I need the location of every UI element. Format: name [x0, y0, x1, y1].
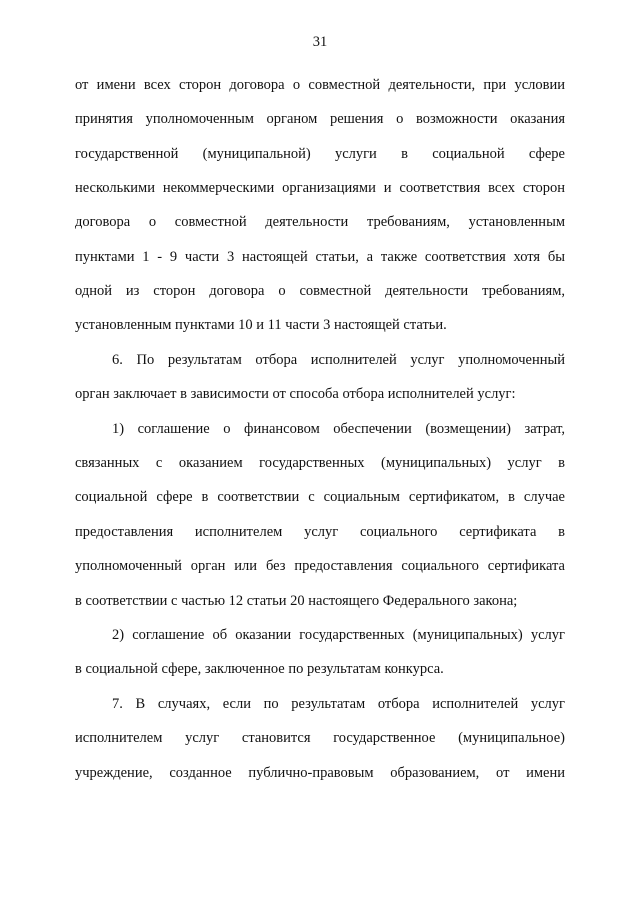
text-line: орган заключает в зависимости от способа отбора исполнителей услуг: — [75, 386, 516, 402]
page-number: 31 — [312, 34, 328, 50]
text-line: договора о совместной деятельности требованиям, установленным — [75, 214, 565, 230]
text-line: 7. В случаях, если по результатам отбора исполнителей услуг — [112, 696, 565, 712]
text-line: государственной (муниципальной) услуги в социальной сфере — [75, 146, 565, 162]
text-line: установленным пунктами 10 и 11 части 3 настоящей статьи. — [75, 317, 447, 333]
text-line: в соответствии с частью 12 статьи 20 настоящего Федерального закона; — [75, 593, 518, 609]
text-line: 2) соглашение об оказании государственных (муниципальных) услуг — [112, 627, 565, 643]
text-line: одной из сторон договора о совместной деятельности требованиям, — [75, 283, 565, 299]
text-line: пунктами 1 - 9 части 3 настоящей статьи, а также соответствия хотя бы — [75, 249, 565, 265]
text-line: уполномоченный орган или без предоставления социального сертификата — [75, 558, 565, 574]
text-line: от имени всех сторон договора о совместной деятельности, при условии — [75, 77, 565, 93]
text-line: связанных с оказанием государственных (муниципальных) услуг в — [75, 455, 565, 471]
text-line: 1) соглашение о финансовом обеспечении (возмещении) затрат, — [112, 421, 565, 437]
text-line: несколькими некоммерческими организациями и соответствия всех сторон — [75, 180, 565, 196]
text-line: предоставления исполнителем услуг социального сертификата в — [75, 524, 565, 540]
text-line: принятия уполномоченным органом решения о возможности оказания — [75, 111, 565, 127]
text-line: в социальной сфере, заключенное по результатам конкурса. — [75, 661, 444, 677]
text-line: 6. По результатам отбора исполнителей услуг уполномоченный — [112, 352, 565, 368]
text-line: социальной сфере в соответствии с социальным сертификатом, в случае — [75, 489, 565, 505]
text-line: исполнителем услуг становится государственное (муниципальное) — [75, 730, 565, 746]
text-line: учреждение, созданное публично-правовым образованием, от имени — [75, 765, 565, 781]
